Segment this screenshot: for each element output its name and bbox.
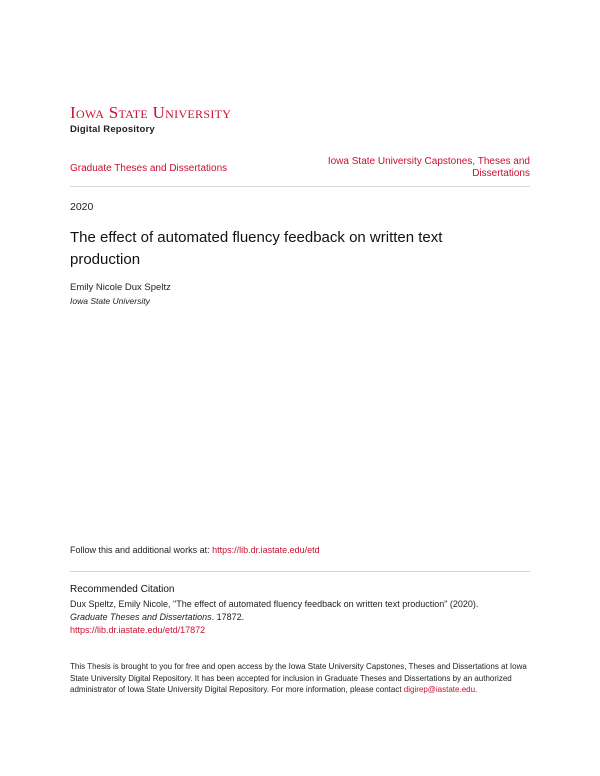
logo-repository-name: Digital Repository	[70, 124, 155, 135]
follow-text: Follow this and additional works at:	[70, 545, 213, 555]
collection-link-capstones[interactable]: Iowa State University Capstones, Theses and Dissertations	[327, 156, 530, 179]
contact-email-link[interactable]: digirep@iastate.edu	[403, 685, 476, 694]
logo-university-name: Iowa State University	[70, 103, 232, 122]
divider-top	[70, 186, 530, 187]
publication-year: 2020	[70, 201, 94, 213]
citation-journal: Graduate Theses and Dissertations	[70, 612, 212, 622]
follow-link[interactable]: https://lib.dr.iastate.edu/etd	[212, 545, 320, 555]
citation-heading: Recommended Citation	[70, 584, 175, 595]
divider-citation	[70, 571, 530, 572]
isu-logo	[70, 104, 231, 135]
notice-text: This Thesis is brought to you for free and open access by the Iowa State University Capstones, Theses and Dissertations at Iowa State University Digital Repository. It has been accepted for inclusion in Graduate Theses and Dissertations by an authorized administrator of Iowa State University Digital Repository. For more information, please contact	[70, 662, 527, 694]
citation-body	[70, 598, 540, 637]
collection-links	[70, 156, 530, 186]
document-title: The effect of automated fluency feedback on written text production	[70, 229, 443, 268]
citation-line: Dux Speltz, Emily Nicole, "The effect of automated fluency feedback on written text production" (2020).	[70, 599, 479, 609]
collection-link-theses[interactable]: Graduate Theses and Dissertations	[70, 163, 228, 174]
citation-link[interactable]: https://lib.dr.iastate.edu/etd/17872	[70, 625, 206, 635]
notice-end: .	[475, 685, 478, 694]
access-notice	[70, 661, 540, 696]
author-affiliation: Iowa State University	[70, 296, 150, 306]
follow-line	[70, 545, 320, 555]
author-name: Emily Nicole Dux Speltz	[70, 282, 171, 293]
citation-number: . 17872.	[211, 612, 245, 622]
citation-source	[70, 611, 540, 624]
